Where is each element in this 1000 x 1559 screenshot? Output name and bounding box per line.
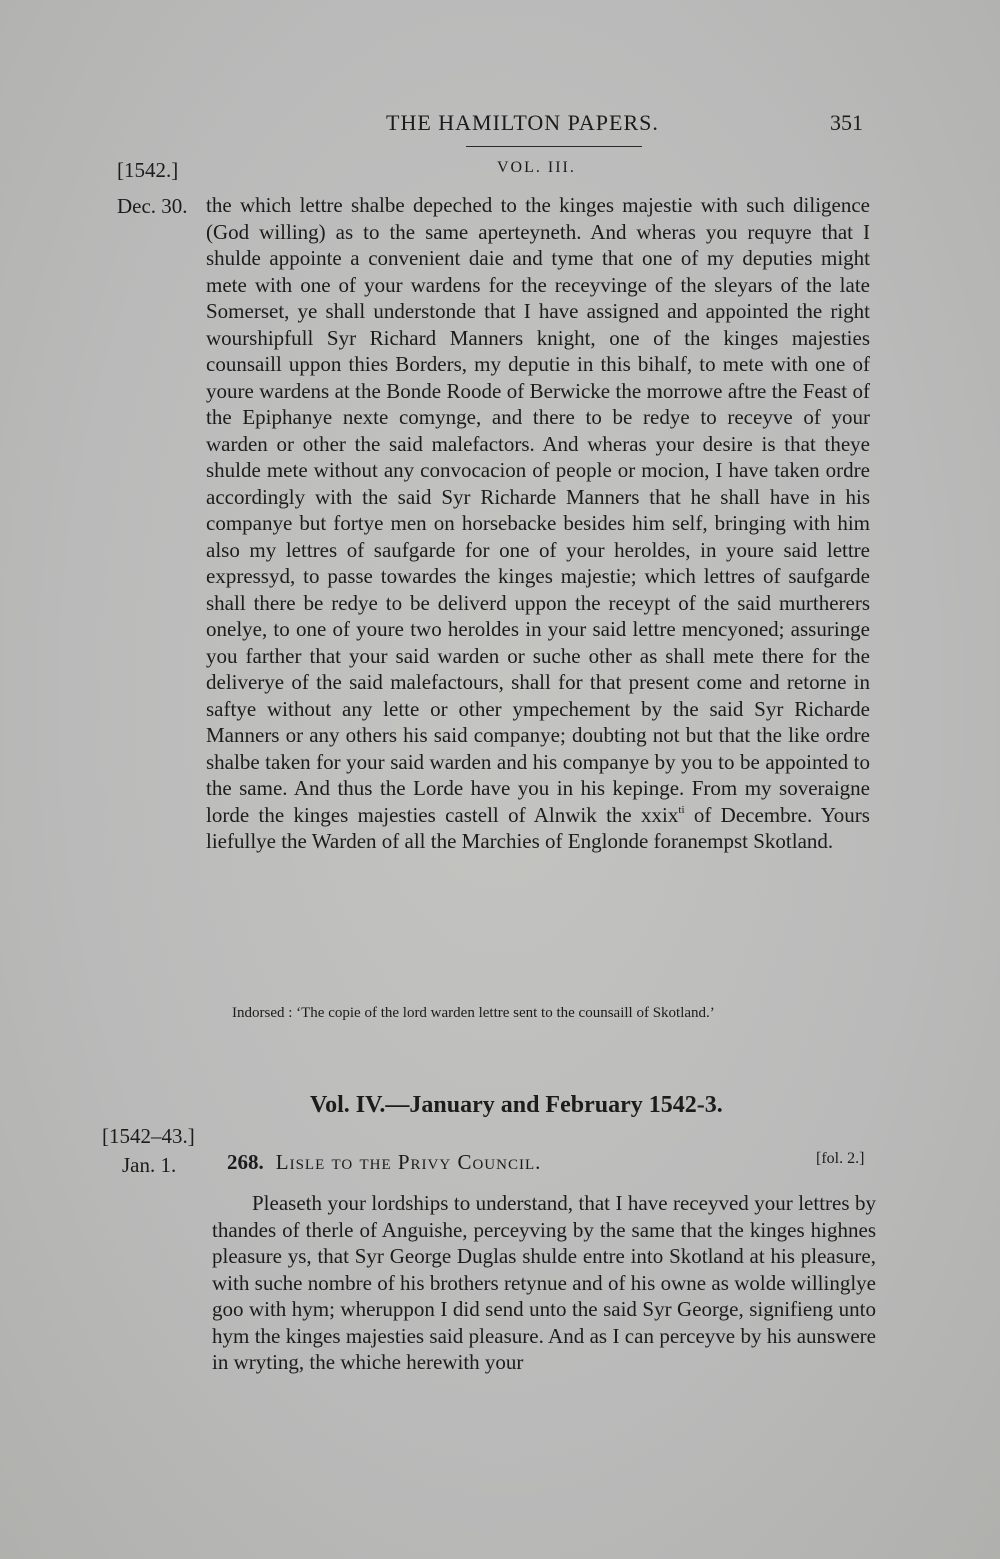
entry-title: Lisle to the Privy Council. (275, 1150, 542, 1174)
section-heading-vol-iv: Vol. IV.—January and February 1542-3. (310, 1092, 723, 1118)
margin-date-dec-30: Dec. 30. (117, 194, 188, 218)
running-title: THE HAMILTON PAPERS. (386, 110, 659, 135)
margin-date-jan-1: Jan. 1. (122, 1153, 177, 1177)
indorsement-note: Indorsed : ‘The copie of the lord warden lettre sent to the counsaill of Skotland.’ (232, 1005, 715, 1021)
letter-body-268 (212, 1190, 876, 1376)
header-rule (466, 146, 642, 147)
date-superscript: ti (678, 803, 685, 816)
entry-number: 268. (227, 1150, 264, 1174)
running-head (0, 106, 1000, 142)
year-marker-1542: [1542.] (117, 158, 179, 182)
letter-paragraph: Pleaseth your lordships to understand, that I have receyved your lettres by thandes of therle of Anguishe, perceyving by the same that the kinges highnes pleasure ys, that Syr George Duglas shulde entre into Skotland at his pleasure, with suche nombre of his brothers retynue and of his owne as wolde willinglye goo with hym; wheruppon I did send unto the said Syr George, signifieng unto hym the kinges majesties said pleasure. And as I can perceyve by his aunswere in wryting, the whiche herewith your (212, 1191, 876, 1374)
year-marker-1542-43: [1542–43.] (102, 1124, 195, 1148)
volume-label: VOL. III. (497, 159, 576, 176)
folio-reference: [fol. 2.] (816, 1150, 865, 1167)
letter-paragraph: the which lettre shalbe depeched to the kinges majestie with such diligence (God willing) as to the same aperteyneth. And wheras you requyre that I shulde appointe a convenient daie and tyme that one of my deputies might mete with one of your wardens for the receyvinge of the sleyars of the late Somerset, ye shall understonde that I have assigned and appointed the right wourshipfull Syr Richard Manners knight, one of the kinges majesties counsaill uppon thies Borders, my deputie in this bihalf, to mete with one of youre wardens at the Bonde Roode of Berwicke the morrowe aftre the Feast of the Epiphanye nexte comynge, and there to be redye to receyve of your warden or other the said malefactors. And wheras your desire is that theye shulde mete without any convocacion of people or mocion, I have taken ordre accordingly with the said Syr Richarde Manners that he shall have in his companye but fortye men on horsebacke besides him self, bringing with him also my lettres of saufgarde for one of your heroldes, in youre said lettre expressyd, to passe towardes the kinges majestie; which lettres of saufgarde shall there be redye to be deliverd uppon the receypt of the said murtherers onelye, to one of youre two heroldes in your said lettre mencyoned; assuringe you farther that your said warden or suche other as shall mete there for the deliverye of the said malefactours, shall for that present come and retorne in saftye without any lette or other ympechement by the said Syr Richarde Manners or any others his said companye; doubting not but that the like ordre shalbe taken for your said warden and his companye by you to be appointed to the same. And thus the Lorde have you in his kepinge. From my soveraigne lorde the kinges majesties castell of Alnwik the xxix$^{ti}$ of Decembre. Yours liefullye the Warden of all the Marchies of Englonde foranempst Skotland. (206, 193, 870, 853)
page-number: 351 (830, 110, 863, 135)
letter-body-continued (206, 192, 870, 855)
entry-heading (227, 1150, 541, 1175)
